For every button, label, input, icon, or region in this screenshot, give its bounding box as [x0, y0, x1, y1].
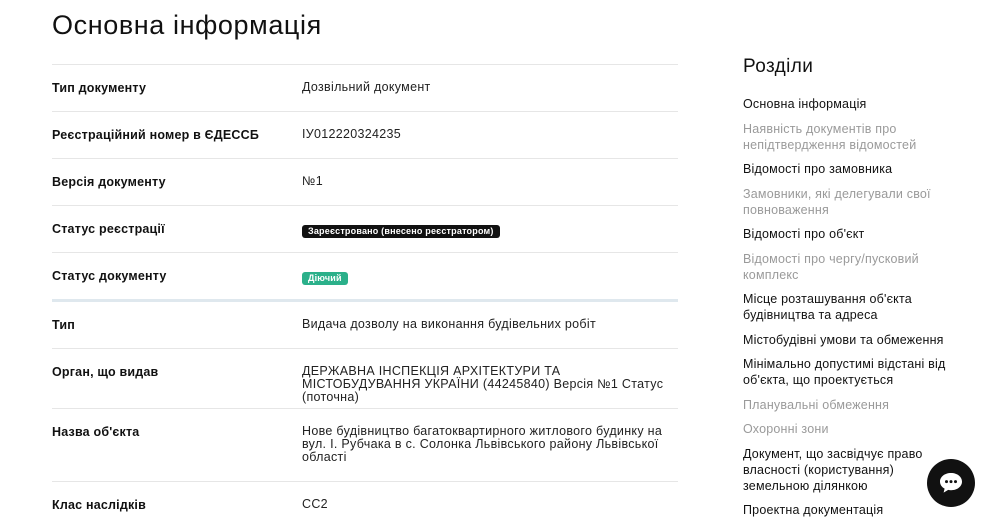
table-row [52, 482, 678, 529]
table-row [52, 349, 678, 409]
table-row [52, 302, 678, 349]
section-link-land-rights[interactable]: Документ, що засвідчує право власності (користування) земельною ділянкою [743, 446, 923, 493]
row-label: Статус реєстрації [52, 222, 165, 236]
row-label: Статус документу [52, 269, 167, 283]
chat-button[interactable] [927, 459, 975, 507]
section-link-non-confirmation-docs[interactable]: Наявність документів про непідтвердження відомостей [743, 121, 917, 152]
row-value: Нове будівництво багатоквартирного житлового будинку на вул. І. Рубчака в с. Солонка Львівського району Львівської області [302, 424, 663, 464]
row-label: Тип документу [52, 81, 147, 95]
section-link-location[interactable]: Місце розташування об'єкта будівництва та адреса [743, 292, 912, 322]
document-status-badge: Діючий [302, 272, 348, 285]
row-value: ДЕРЖАВНА ІНСПЕКЦІЯ АРХІТЕКТУРИ ТА МІСТОБУДУВАННЯ УКРАЇНИ (44245840) Версія №1 Статус (поточна) [302, 364, 664, 404]
row-label: Версія документу [52, 175, 166, 189]
row-value: №1 [302, 174, 323, 188]
table-row [52, 112, 678, 159]
table-row [52, 409, 678, 482]
section-link-protected-zones[interactable]: Охоронні зони [743, 422, 829, 436]
section-link-customer-info[interactable]: Відомості про замовника [743, 162, 893, 176]
row-label: Клас наслідків [52, 498, 146, 512]
row-label: Тип [52, 318, 75, 332]
registration-status-badge: Зареєстровано (внесено реєстратором) [302, 225, 500, 238]
info-table [52, 64, 678, 529]
section-link-planning-restrictions[interactable]: Планувальні обмеження [743, 397, 890, 412]
section-link-delegated-customers[interactable]: Замовники, які делегували свої повноваження [743, 186, 931, 217]
table-row [52, 159, 678, 206]
section-link-queue-info[interactable]: Відомості про чергу/пусковий комплекс [743, 251, 919, 282]
sections-nav [743, 56, 958, 527]
row-label: Назва об'єкта [52, 425, 140, 439]
section-link-object-info[interactable]: Відомості про об'єкт [743, 227, 865, 241]
row-label: Реєстраційний номер в ЄДЕССБ [52, 128, 260, 142]
section-link-project-docs[interactable]: Проектна документація [743, 503, 884, 517]
row-value: ІУ012220324235 [302, 127, 402, 141]
row-value: Дозвільний документ [302, 80, 431, 94]
row-label: Орган, що видав [52, 365, 159, 379]
sections-title: Розділи [743, 56, 814, 77]
table-row [52, 65, 678, 112]
page-title: Основна інформація [52, 10, 322, 40]
row-value: СС2 [302, 497, 328, 511]
section-link-min-distances[interactable]: Мінімально допустимі відстані від об'єкта, що проектується [743, 357, 946, 387]
table-row [52, 253, 678, 302]
row-value: Видача дозволу на виконання будівельних робіт [302, 317, 596, 331]
section-link-basic-info[interactable]: Основна інформація [743, 97, 867, 111]
table-row [52, 206, 678, 253]
sections-list [743, 96, 958, 518]
chat-bubble-icon [939, 472, 963, 494]
section-link-urban-conditions[interactable]: Містобудівні умови та обмеження [743, 332, 944, 347]
